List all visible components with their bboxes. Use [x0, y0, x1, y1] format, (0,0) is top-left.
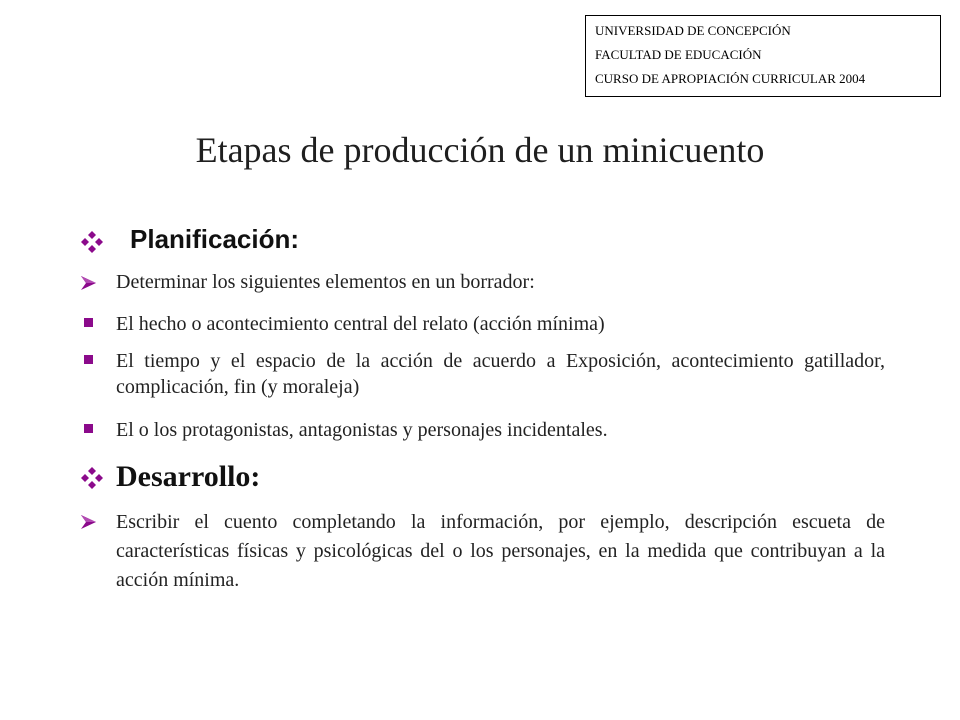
list-item	[80, 311, 885, 337]
section-heading-desarrollo	[80, 458, 885, 496]
list-item	[80, 269, 885, 295]
list-item	[80, 417, 885, 443]
list-item-text: El hecho o acontecimiento central del relato (acción mínima)	[116, 313, 605, 335]
section-title: Desarrollo:	[116, 460, 261, 493]
square-bullet-icon	[84, 355, 94, 365]
list-item-text: El tiempo y el espacio de la acción de acuerdo a Exposición, acontecimiento gatillador, complicación, fin (y moraleja)	[116, 350, 885, 398]
diamond-cluster-icon	[80, 230, 104, 254]
list-item	[80, 508, 885, 595]
header-course: CURSO DE APROPIACIÓN CURRICULAR 2004	[595, 71, 866, 86]
slide-title: Etapas de producción de un minicuento	[195, 130, 765, 170]
list-item-text: Escribir el cuento completando la información, por ejemplo, descripción escueta de características físicas y psicológicas del o los personajes, en la medida que contribuyan a la acción mínima.	[116, 511, 885, 591]
institution-header-box	[585, 15, 941, 97]
arrow-bullet-icon	[80, 274, 98, 292]
arrow-bullet-icon	[80, 513, 98, 531]
square-bullet-icon	[84, 318, 94, 328]
header-university: UNIVERSIDAD DE CONCEPCIÓN	[595, 23, 791, 38]
diamond-cluster-icon	[80, 466, 104, 490]
list-item-text: El o los protagonistas, antagonistas y personajes incidentales.	[116, 419, 608, 441]
list-item-text: Determinar los siguientes elementos en un borrador:	[116, 271, 535, 293]
square-bullet-icon	[84, 424, 94, 434]
header-faculty: FACULTAD DE EDUCACIÓN	[595, 47, 762, 62]
list-item	[80, 348, 885, 400]
section-heading-planificacion	[80, 222, 885, 256]
section-title: Planificación:	[130, 224, 300, 254]
